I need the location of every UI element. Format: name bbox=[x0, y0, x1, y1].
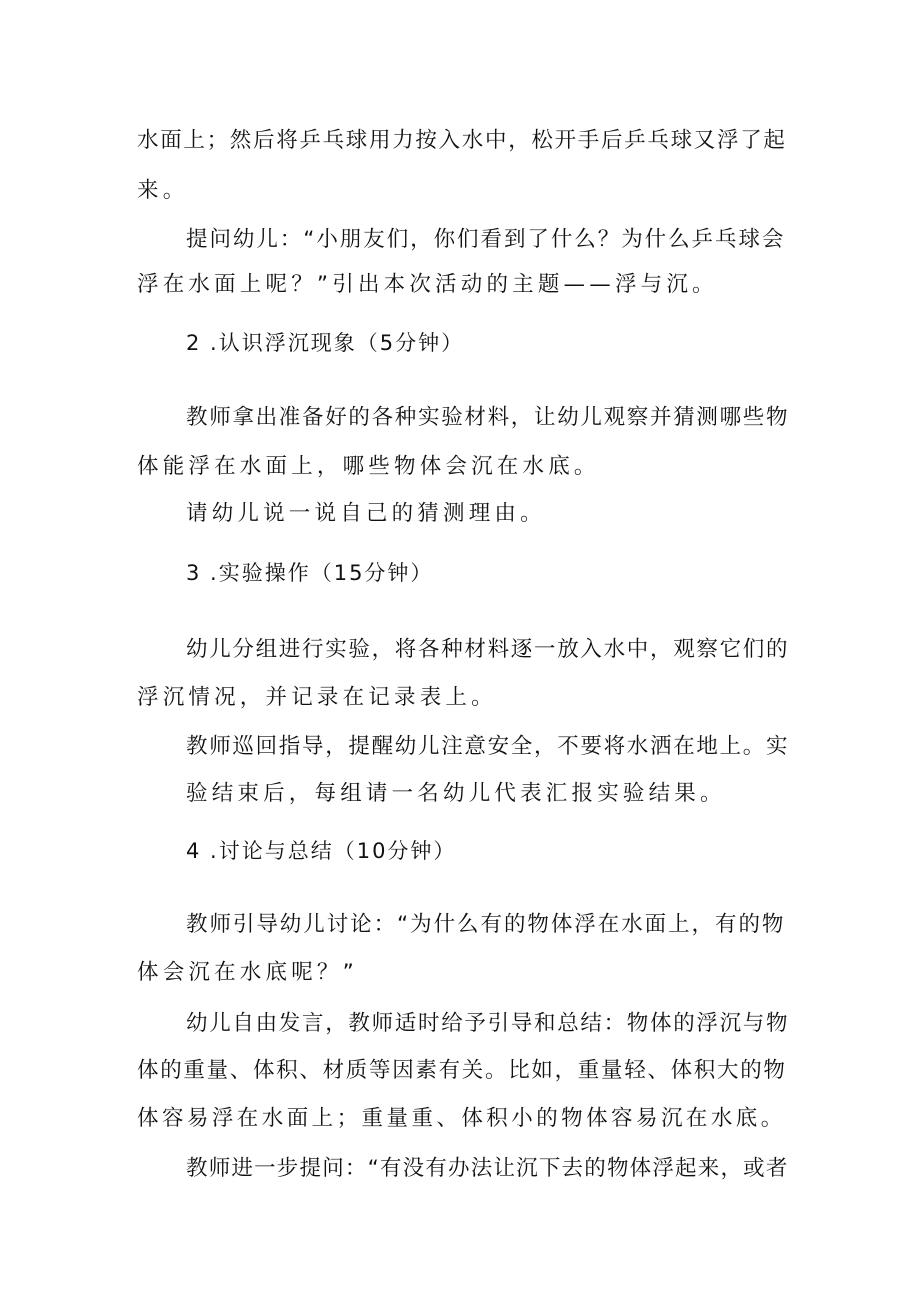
paragraph-line: 浮沉情况，并记录在记录表上。 bbox=[137, 685, 497, 710]
paragraph-line: 教师引导幼儿讨论：“为什么有的物体浮在水面上，有的物 bbox=[186, 912, 786, 937]
paragraph-line: 教师拿出准备好的各种实验材料，让幼儿观察并猜测哪些物 bbox=[186, 405, 790, 430]
paragraph-line: 提问幼儿：“小朋友们，你们看到了什么？为什么乒乓球会 bbox=[186, 227, 786, 252]
paragraph-line: 请幼儿说一说自己的猜测理由。 bbox=[186, 501, 546, 526]
section-heading: 3 .实验操作（15分钟） bbox=[186, 561, 434, 585]
paragraph-line: 浮在水面上呢？”引出本次活动的主题——浮与沉。 bbox=[137, 272, 718, 297]
paragraph-line: 水面上；然后将乒乓球用力按入水中，松开手后乒乓球又浮了起 bbox=[137, 128, 787, 153]
paragraph-line: 体的重量、体积、材质等因素有关。比如，重量轻、体积大的物 bbox=[137, 1058, 787, 1083]
paragraph-line: 幼儿分组进行实验，将各种材料逐一放入水中，观察它们的 bbox=[186, 637, 790, 662]
paragraph-line: 教师巡回指导，提醒幼儿注意安全，不要将水洒在地上。实 bbox=[186, 734, 790, 759]
section-heading: 2 .认识浮沉现象（5分钟） bbox=[186, 331, 465, 355]
paragraph-line: 体会沉在水底呢？” bbox=[137, 960, 358, 985]
section-heading: 4 .讨论与总结（10分钟） bbox=[186, 839, 457, 863]
paragraph-line: 体能浮在水面上，哪些物体会沉在水底。 bbox=[137, 454, 600, 479]
paragraph-line: 教师进一步提问：“有没有办法让沉下去的物体浮起来，或者 bbox=[186, 1156, 789, 1181]
paragraph-line: 体容易浮在水面上；重量重、体积小的物体容易沉在水底。 bbox=[137, 1106, 786, 1131]
paragraph-line: 幼儿自由发言，教师适时给予引导和总结：物体的浮沉与物 bbox=[186, 1011, 790, 1036]
paragraph-line: 来。 bbox=[137, 178, 189, 203]
paragraph-line: 验结束后，每组请一名幼儿代表汇报实验结果。 bbox=[186, 781, 726, 806]
